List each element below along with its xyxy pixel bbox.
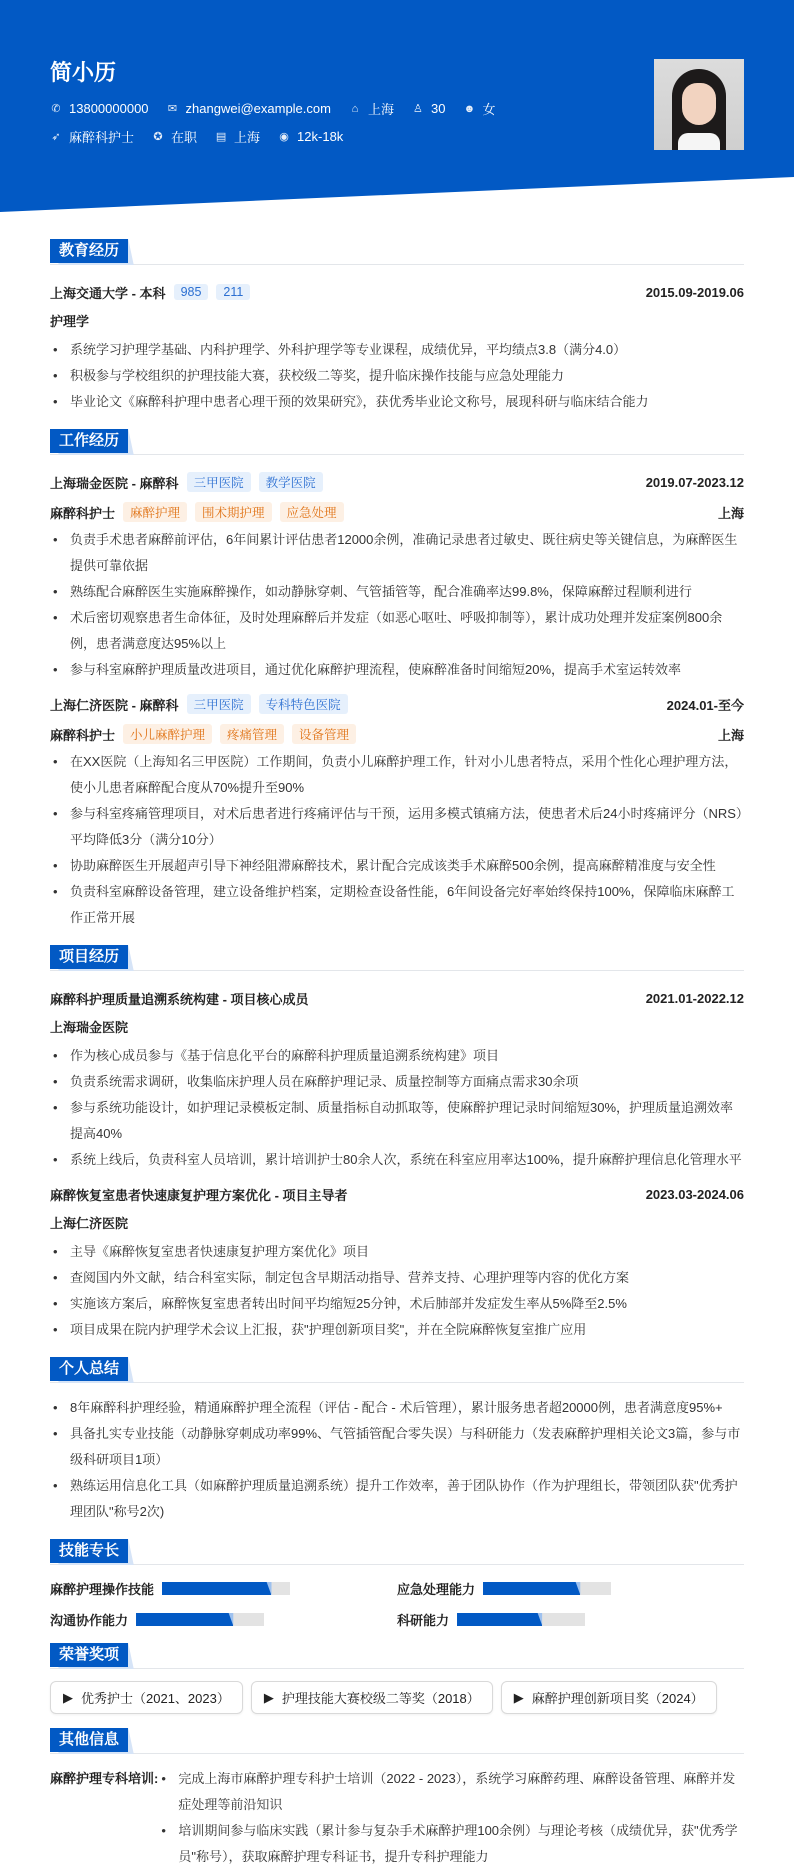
honors-section — [50, 1643, 744, 1714]
list-item: • 培训期间参与临床实践（累计参与复杂手术麻醉护理100余例）与理论考核（成绩优异，获"优秀学员"称号），获取麻醉护理专科证书，提升专科护理能力 — [158, 1818, 744, 1870]
city: 上海 — [717, 505, 744, 521]
summary-section — [50, 1357, 744, 1525]
honor-item — [251, 1681, 493, 1714]
project-entry — [50, 1179, 744, 1343]
date: 2021.01-2022.12 — [645, 990, 744, 1006]
tag: 985 — [174, 284, 209, 300]
project-entry — [50, 983, 744, 1173]
city: 上海 — [717, 727, 744, 743]
phone-icon: ✆ — [51, 103, 61, 115]
list-item: • 查阅国内外文献，结合科室实际，制定包含早期活动指导、营养支持、心理护理等内容的优化方案 — [50, 1265, 744, 1291]
list-item: • 负责科室麻醉设备管理，建立设备维护档案，定期检查设备性能，6年间设备完好率始终保持100%，保障临床麻醉工作正常开展 — [50, 879, 744, 931]
skill-tag: 围术期护理 — [195, 502, 272, 522]
list-item: • 项目成果在院内护理学术会议上汇报，获"护理创新项目奖"，并在全院麻醉恢复室推广应用 — [50, 1317, 744, 1343]
skill-bar-fill — [457, 1613, 542, 1626]
company: 上海瑞金医院 - 麻醉科 — [50, 475, 179, 491]
triangle-right-icon: ▶ — [513, 1689, 524, 1705]
school: 上海交通大学 - 本科 — [50, 285, 166, 301]
honor-text: 麻醉护理创新项目奖（2024） — [531, 1691, 704, 1706]
honor-text: 优秀护士（2021、2023） — [81, 1691, 230, 1706]
list-item: • 系统学习护理学基础、内科护理学、外科护理学等专业课程，成绩优异，平均绩点3.8（满分4.0） — [50, 337, 744, 363]
status-icon: ✪ — [153, 131, 163, 143]
skill-tag: 疼痛管理 — [220, 724, 284, 744]
list-item: • 参与科室疼痛管理项目，对术后患者进行疼痛评估与干预，运用多模式镇痛方法，使患者术后24小时疼痛评分（NRS）平均降低3分（满分10分） — [50, 801, 744, 853]
gender: 女 — [482, 102, 496, 117]
skill-bar — [136, 1613, 264, 1626]
skill-name: 麻醉护理操作技能 — [50, 1582, 155, 1597]
mail-icon: ✉ — [167, 103, 178, 115]
skill-bar — [483, 1582, 611, 1595]
skill-bar — [457, 1613, 585, 1626]
tag: 三甲医院 — [187, 694, 251, 714]
candidate-name: 简小历 — [50, 60, 117, 85]
tag: 211 — [216, 284, 250, 300]
honor-text: 护理技能大赛校级二等奖（2018） — [281, 1691, 480, 1706]
contact-row — [50, 99, 507, 118]
skill-tag: 应急处理 — [280, 502, 344, 522]
list-item: • 作为核心成员参与《基于信息化平台的麻醉科护理质量追溯系统构建》项目 — [50, 1043, 744, 1069]
age: 30 — [430, 101, 446, 116]
skill-item — [397, 1579, 744, 1598]
home-icon: ⌂ — [351, 102, 359, 115]
avatar-photo — [654, 59, 744, 150]
date: 2015.09-2019.06 — [645, 284, 744, 300]
job-entry — [50, 467, 744, 683]
phone: 13800000000 — [69, 101, 149, 116]
honor-item — [50, 1681, 243, 1714]
list-item: • 负责系统需求调研，收集临床护理人员在麻醉护理记录、质量控制等方面痛点需求30余项 — [50, 1069, 744, 1095]
list-item: • 术后密切观察患者生命体征，及时处理麻醉后并发症（如恶心呕吐、呼吸抑制等），累计成功处理并发症案例800余例，患者满意度达95%以上 — [50, 605, 744, 657]
list-item: • 具备扎实专业技能（动静脉穿刺成功率99%、气管插管配合零失误）与科研能力（发表麻醉护理相关论文3篇，参与市级科研项目1项） — [50, 1421, 744, 1473]
projects-section — [50, 945, 744, 1343]
list-item: • 参与系统功能设计，如护理记录模板定制、质量指标自动抓取等，使麻醉护理记录时间缩短30%，护理质量追溯效率提高40% — [50, 1095, 744, 1147]
target-position: 麻醉科护士 — [69, 130, 135, 145]
skill-item — [50, 1610, 397, 1629]
list-item: • 实施该方案后，麻醉恢复室患者转出时间平均缩短25分钟，术后肺部并发症发生率从5%降至2.5% — [50, 1291, 744, 1317]
skill-bar-fill — [483, 1582, 580, 1595]
section-title: 个人总结 — [50, 1357, 128, 1381]
list-item: • 熟练运用信息化工具（如麻醉护理质量追溯系统）提升工作效率，善于团队协作（作为护理组长，带领团队获"优秀护理团队"称号2次) — [50, 1473, 744, 1525]
other-label: 麻醉护理专科培训: — [50, 1771, 159, 1786]
skill-name: 应急处理能力 — [397, 1582, 476, 1597]
triangle-right-icon: ▶ — [63, 1689, 73, 1705]
list-item: • 主导《麻醉恢复室患者快速康复护理方案优化》项目 — [50, 1239, 744, 1265]
skill-tag: 小儿麻醉护理 — [123, 724, 212, 744]
project-name: 麻醉科护理质量追溯系统构建 - 项目核心成员 — [50, 991, 309, 1007]
tag: 三甲医院 — [187, 472, 251, 492]
list-item: • 毕业论文《麻醉科护理中患者心理干预的效果研究》，获优秀毕业论文称号，展现科研与临床结合能力 — [50, 389, 744, 415]
job-entry — [50, 689, 744, 931]
role: 麻醉科护士 — [50, 505, 116, 521]
project-org: 上海瑞金医院 — [50, 1020, 129, 1035]
section-title: 其他信息 — [50, 1728, 128, 1752]
list-item: • 参与科室麻醉护理质量改进项目，通过优化麻醉护理流程，使麻醉准备时间缩短20%，提高手术室运转效率 — [50, 657, 744, 683]
salary: 12k-18k — [297, 129, 344, 144]
list-item: • 熟练配合麻醉医生实施麻醉操作，如动静脉穿刺、气管插管等，配合准确率达99.8%，保障麻醉过程顺利进行 — [50, 579, 744, 605]
project-org: 上海仁济医院 — [50, 1216, 129, 1231]
job-intent-row — [50, 127, 355, 146]
section-title: 工作经历 — [50, 429, 128, 453]
section-title: 荣誉奖项 — [50, 1643, 128, 1667]
skill-item — [397, 1610, 744, 1629]
gender-icon: ☻ — [463, 102, 476, 115]
triangle-right-icon: ▶ — [263, 1689, 274, 1705]
project-name: 麻醉恢复室患者快速康复护理方案优化 - 项目主导者 — [50, 1187, 348, 1203]
date: 2024.01-至今 — [666, 697, 744, 713]
section-title: 教育经历 — [50, 239, 128, 263]
send-icon: ➶ — [51, 131, 61, 143]
location: 上海 — [367, 102, 394, 117]
list-item: • 8年麻醉科护理经验，精通麻醉护理全流程（评估 - 配合 - 术后管理），累计服务患者超20000例，患者满意度95%+ — [50, 1395, 744, 1421]
skill-name: 科研能力 — [397, 1613, 450, 1628]
company: 上海仁济医院 - 麻醉科 — [50, 697, 179, 713]
honor-item — [501, 1681, 717, 1714]
section-title: 技能专长 — [50, 1539, 128, 1563]
skills-section — [50, 1539, 744, 1629]
skill-item — [50, 1579, 397, 1598]
tag: 教学医院 — [259, 472, 323, 492]
work-section — [50, 429, 744, 931]
date: 2023.03-2024.06 — [645, 1186, 744, 1202]
date: 2019.07-2023.12 — [645, 474, 744, 490]
section-title: 项目经历 — [50, 945, 128, 969]
list-item: • 完成上海市麻醉护理专科护士培训（2022 - 2023），系统学习麻醉药理、麻醉设备管理、麻醉并发症处理等前沿知识 — [158, 1766, 744, 1818]
target-city: 上海 — [234, 130, 261, 145]
skill-bar-fill — [136, 1613, 233, 1626]
list-item: • 系统上线后，负责科室人员培训，累计培训护士80余人次，系统在科室应用率达100%，提升麻醉护理信息化管理水平 — [50, 1147, 744, 1173]
building-icon: ▤ — [215, 131, 227, 143]
skill-name: 沟通协作能力 — [50, 1613, 129, 1628]
salary-icon: ◉ — [279, 131, 289, 143]
major: 护理学 — [50, 314, 90, 329]
skill-tag: 设备管理 — [292, 724, 356, 744]
tag: 专科特色医院 — [259, 694, 348, 714]
list-item: • 负责手术患者麻醉前评估，6年间累计评估患者12000余例，准确记录患者过敏史、既往病史等关键信息，为麻醉医生提供可靠依据 — [50, 527, 744, 579]
education-section — [50, 239, 744, 415]
skill-bar — [162, 1582, 290, 1595]
age-icon: ♙ — [413, 103, 423, 115]
email: zhangwei@example.com — [185, 101, 331, 116]
list-item: • 协助麻醉医生开展超声引导下神经阻滞麻醉技术，累计配合完成该类手术麻醉500余例，提高麻醉精准度与安全性 — [50, 853, 744, 879]
list-item: • 在XX医院（上海知名三甲医院）工作期间，负责小儿麻醉护理工作，针对小儿患者特点，采用个性化心理护理方法，使小儿患者麻醉配合度从70%提升至90% — [50, 749, 744, 801]
list-item: • 积极参与学校组织的护理技能大赛，获校级二等奖，提升临床操作技能与应急处理能力 — [50, 363, 744, 389]
role: 麻醉科护士 — [50, 727, 116, 743]
skill-tag: 麻醉护理 — [123, 502, 187, 522]
skill-bar-fill — [162, 1582, 271, 1595]
job-status: 在职 — [171, 130, 198, 145]
